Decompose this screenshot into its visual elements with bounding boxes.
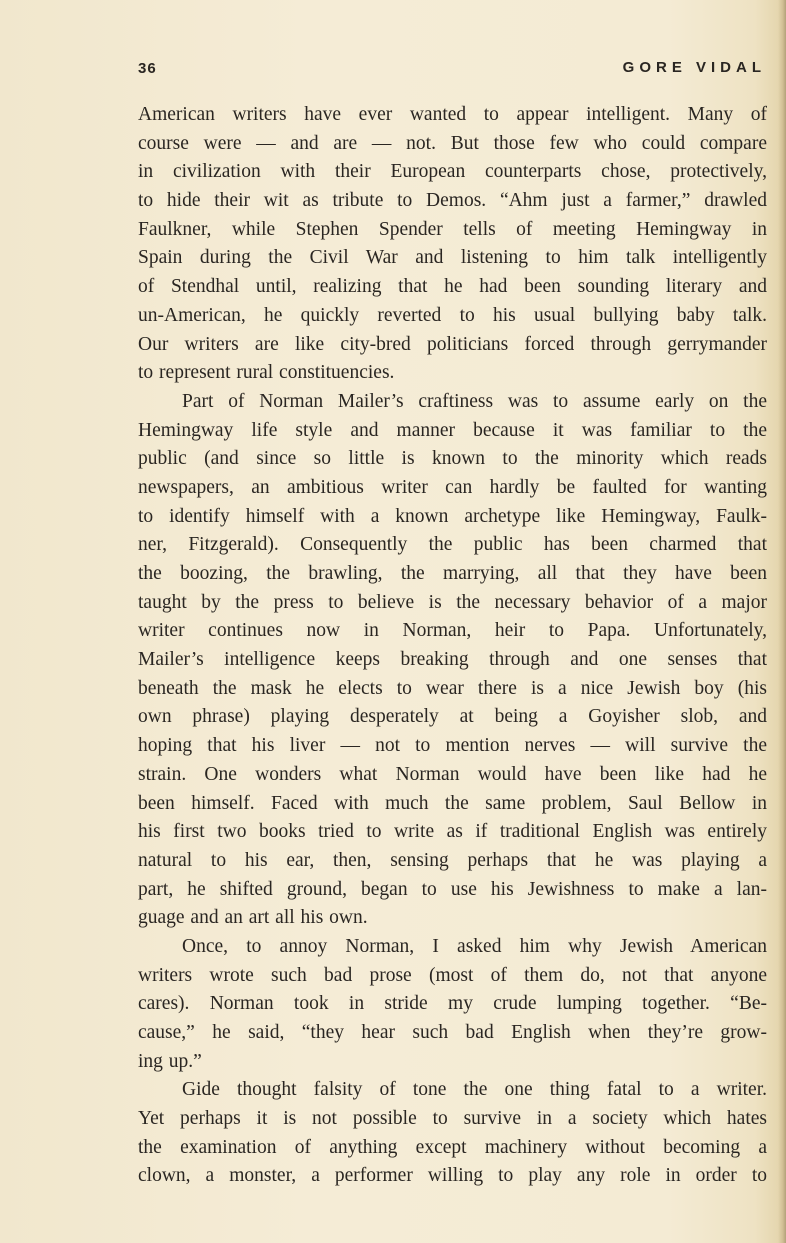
text-line: beneath the mask he elects to wear there is a nice Jewish boy (his bbox=[138, 677, 767, 699]
text-line: his first two books tried to write as if traditional English was entirely bbox=[138, 821, 767, 843]
text-line: part, he shifted ground, began to use his Jewishness to make a lan- bbox=[138, 878, 767, 900]
text-line: Part of Norman Mailer’s craftiness was to assume early on the bbox=[182, 390, 767, 412]
text-line: public (and since so little is known to the minority which reads bbox=[138, 448, 767, 470]
text-line: to identify himself with a known archetype like Hemingway, Faulk- bbox=[138, 505, 767, 527]
text-line: in civilization with their European counterparts chose, protectively, bbox=[138, 161, 767, 183]
page-number: 36 bbox=[138, 60, 157, 77]
text-line: the examination of anything except machinery without becoming a bbox=[138, 1136, 767, 1158]
text-line: Hemingway life style and manner because it was familiar to the bbox=[138, 419, 767, 441]
text-line: ner, Fitzgerald). Consequently the public has been charmed that bbox=[138, 534, 767, 556]
page-edge-shadow bbox=[778, 0, 786, 1243]
text-line: Yet perhaps it is not possible to survive in a society which hates bbox=[138, 1108, 767, 1130]
text-line: un-American, he quickly reverted to his usual bullying baby talk. bbox=[138, 304, 767, 326]
text-line: Faulkner, while Stephen Spender tells of meeting Hemingway in bbox=[138, 218, 767, 240]
text-line: cares). Norman took in stride my crude lumping together. “Be- bbox=[138, 993, 767, 1015]
text-line: newspapers, an ambitious writer can hardly be faulted for wanting bbox=[138, 476, 767, 498]
text-line: to hide their wit as tribute to Demos. “Ahm just a farmer,” drawled bbox=[138, 190, 767, 212]
text-line: of Stendhal until, realizing that he had been sounding literary and bbox=[138, 276, 767, 298]
text-line: guage and an art all his own. bbox=[138, 907, 368, 929]
running-head-author: GORE VIDAL bbox=[622, 59, 766, 76]
text-line: Our writers are like city-bred politicians forced through gerrymander bbox=[138, 333, 767, 355]
text-line: the boozing, the brawling, the marrying, all that they have been bbox=[138, 563, 767, 584]
text-line: cause,” he said, “they hear such bad English when they’re grow- bbox=[138, 1022, 767, 1043]
text-line: writer continues now in Norman, heir to Papa. Unfortunately, bbox=[138, 620, 767, 642]
text-line: been himself. Faced with much the same problem, Saul Bellow in bbox=[138, 792, 767, 814]
text-line: natural to his ear, then, sensing perhaps that he was playing a bbox=[138, 849, 767, 871]
text-line: taught by the press to believe is the necessary behavior of a major bbox=[138, 591, 767, 613]
text-line: Mailer’s intelligence keeps breaking through and one senses that bbox=[138, 649, 767, 671]
text-line: Once, to annoy Norman, I asked him why Jewish American bbox=[182, 935, 767, 957]
text-line: own phrase) playing desperately at being a Goyisher slob, and bbox=[138, 706, 767, 728]
text-line: American writers have ever wanted to appear intelligent. Many of bbox=[138, 104, 767, 125]
body-text bbox=[138, 101, 767, 1191]
text-line: course were — and are — not. But those few who could compare bbox=[138, 132, 767, 154]
text-line: ing up.” bbox=[138, 1050, 202, 1072]
text-line: hoping that his liver — not to mention nerves — will survive the bbox=[138, 735, 767, 757]
text-line: to represent rural constituencies. bbox=[138, 362, 395, 384]
text-line: Gide thought falsity of tone the one thing fatal to a writer. bbox=[182, 1079, 767, 1101]
text-line: clown, a monster, a performer willing to play any role in order to bbox=[138, 1165, 767, 1187]
text-line: writers wrote such bad prose (most of them do, not that anyone bbox=[138, 964, 767, 986]
text-line: Spain during the Civil War and listening to him talk intelligently bbox=[138, 247, 767, 269]
text-line: strain. One wonders what Norman would have been like had he bbox=[138, 763, 767, 785]
